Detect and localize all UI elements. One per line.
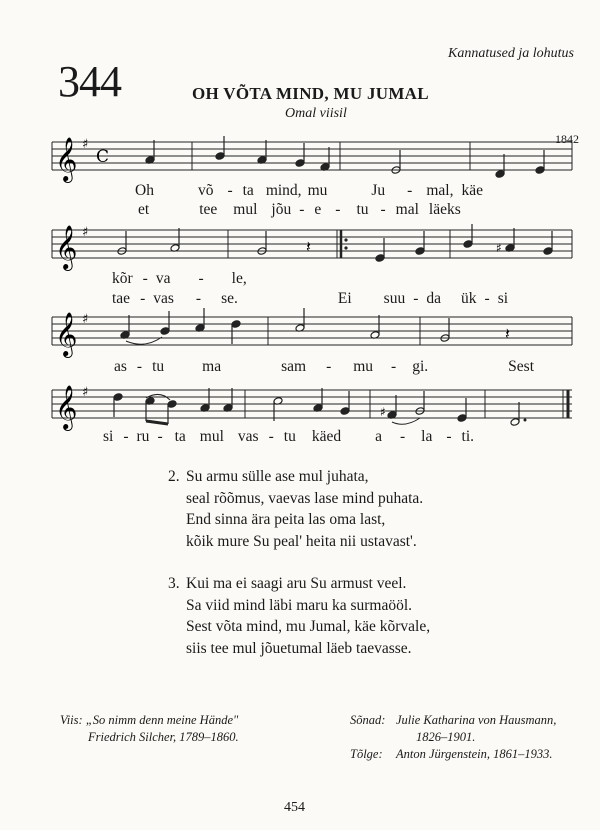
words-label: Sõnad: [350,713,386,727]
quarter-rest-icon: 𝄽 [306,237,311,256]
sharp-icon: ♯ [380,405,386,419]
verse-number: 3. [168,575,180,592]
verse-line: End sinna ära peita las oma last, [186,511,386,528]
words-years: 1826–1901. [416,730,476,744]
music-staff-1 [0,130,600,190]
tune-label: Viis: [60,713,83,727]
lyrics-system-4-line-1: si - ru - ta mul vas - tu käed a - la - ti. [103,428,475,445]
treble-clef-icon: 𝄞 [55,312,78,356]
translator: Anton Jürgenstein, 1861–1933. [396,747,553,761]
sharp-icon: ♯ [82,225,89,240]
verse-line: Sa viid mind läbi maru ka surmaööl. [186,596,413,614]
treble-clef-icon: 𝄞 [55,225,78,269]
verse-line: siis tee mul jõuetumal läeb taevasse. [186,639,412,657]
tune-composer: Friedrich Silcher, 1789–1860. [88,730,239,744]
verse-number: 2. [168,468,180,485]
words-author: Julie Katharina von Hausmann, [396,713,557,727]
verse-line: kõik mure Su peal' heita nii ustavast'. [186,532,417,550]
lyrics-system-1-line-1: Oh võ - ta mind, mu Ju - mal, käe [135,182,483,199]
tune-note: Omal viisil [285,106,347,121]
verse-line: Kui ma ei saagi aru Su armust veel. [186,575,407,592]
verse-2 [168,466,430,552]
verse-3 [168,573,430,659]
page-number: 454 [284,800,305,815]
lyrics-system-2-line-2: tae - vas - se. Ei suu - da ük - si [112,290,509,307]
translation-label: Tõlge: [350,747,383,761]
verse-line: Su armu sülle ase mul juhata, [186,468,369,485]
hymn-title: OH VÕTA MIND, MU JUMAL [192,84,429,103]
music-staff-2 [0,218,600,278]
music-staff-3 [0,305,600,365]
verse-line: Sest võta mind, mu Jumal, käe kõrvale, [186,618,431,635]
lyrics-system-3-line-1: as - tu ma sam - mu - gi. Sest [114,358,534,375]
lyrics-system-2-line-1: kõr - va - le, [112,270,247,287]
sharp-icon: ♯ [82,137,89,152]
verse-line: seal rõõmus, vaevas lase mind puhata. [186,489,424,507]
section-title: Kannatused ja lohutus [447,46,574,61]
sharp-icon: ♯ [82,312,89,327]
sharp-icon: ♯ [82,385,89,400]
composition-year: 1842 [555,132,579,146]
tune-credits [60,712,239,746]
text-credits [350,712,556,763]
verses [168,466,430,680]
tune-source: „So nimm denn meine Hände" [85,713,239,727]
common-time-icon: C [96,147,110,167]
treble-clef-icon: 𝄞 [55,385,78,429]
quarter-rest-icon: 𝄽 [505,324,510,343]
treble-clef-icon: 𝄞 [55,137,78,181]
hymn-number: 344 [58,57,121,106]
lyrics-system-1-line-2: et tee mul jõu - e - tu - mal läeks [138,201,461,218]
sharp-icon: ♯ [496,241,502,255]
